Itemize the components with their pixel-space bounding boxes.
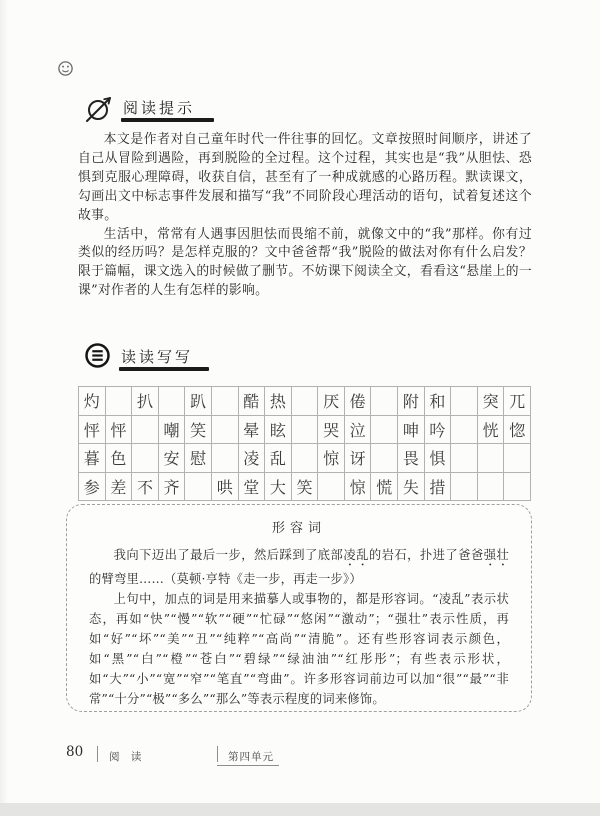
grid-cell: 厌 bbox=[318, 387, 345, 416]
grid-cell: 怦 bbox=[106, 416, 133, 445]
quote-emphasized-word: 凌乱 bbox=[343, 548, 369, 562]
box-quote-paragraph bbox=[89, 545, 509, 589]
footer-section-label: 阅 读 bbox=[109, 751, 146, 763]
list-circle-icon bbox=[84, 342, 111, 369]
grid-cell: 趴 bbox=[185, 387, 212, 416]
adjective-knowledge-box bbox=[66, 504, 532, 712]
quote-text: 的岩石，扑进了爸爸 bbox=[368, 548, 484, 562]
grid-cell: 乱 bbox=[265, 444, 292, 473]
reading-tips-paragraph-1: 本文是作者对自己童年时代一件往事的回忆。文章按照时间顺序，讲述了自己从冒险到遇险，再到脱险的全过程。这个过程，其实也是“我”从胆怯、恐惧到克服心理障碍，收获自信，甚至有了一种成就感的心路历程。默读课文，勾画出文中标志事件发展和描写“我”不同阶段心理活动的语句，试着复述这个故事。 bbox=[78, 132, 532, 223]
grid-cell: 恍 bbox=[478, 416, 505, 445]
grid-cell: 不 bbox=[132, 473, 159, 502]
section-underline bbox=[121, 118, 214, 122]
grid-cell: 扒 bbox=[132, 387, 159, 416]
section-underline bbox=[119, 367, 209, 371]
grid-cell: 笑 bbox=[185, 416, 212, 445]
quote-emphasized-word: 强壮 bbox=[483, 548, 509, 562]
reading-tips-paragraph-2: 生活中，常常有人遇事因胆怯而畏缩不前，就像文中的“我”那样。你有过类似的经历吗？是怎样克服的？文中爸爸帮“我”脱险的做法对你有什么启发？限于篇幅，课文选入的时候做了删节。不妨课下阅读全文，看看这“悬崖上的一课”对作者的人生有怎样的影响。 bbox=[78, 226, 532, 299]
grid-cell: 畏 bbox=[398, 444, 425, 473]
footer-unit-underline bbox=[217, 765, 279, 766]
grid-cell: 吟 bbox=[425, 416, 452, 445]
grid-cell: 堂 bbox=[239, 473, 266, 502]
grid-cell: 倦 bbox=[345, 387, 372, 416]
grid-cell: 慌 bbox=[371, 473, 398, 502]
grid-cell: 突 bbox=[478, 387, 505, 416]
quote-citation: 的臂弯里……（莫顿·亨特《走一步，再走一步》） bbox=[89, 572, 362, 586]
section-title-reading-tips: 阅读提示 bbox=[123, 99, 196, 117]
grid-cell bbox=[504, 444, 531, 473]
grid-cell: 讶 bbox=[345, 444, 372, 473]
grid-cell: 晕 bbox=[239, 416, 266, 445]
grid-cell: 泣 bbox=[345, 416, 372, 445]
read-write-grid bbox=[78, 386, 531, 501]
grid-cell bbox=[371, 387, 398, 416]
grid-cell: 哄 bbox=[212, 473, 239, 502]
page-number: 80 bbox=[66, 744, 84, 760]
grid-cell: 齐 bbox=[159, 473, 186, 502]
grid-cell: 色 bbox=[106, 444, 133, 473]
grid-cell: 酷 bbox=[239, 387, 266, 416]
grid-cell: 嘲 bbox=[159, 416, 186, 445]
grid-cell bbox=[212, 387, 239, 416]
grid-cell bbox=[185, 473, 212, 502]
grid-cell bbox=[292, 444, 319, 473]
page-bottom-edge bbox=[0, 803, 600, 816]
grid-cell: 呻 bbox=[398, 416, 425, 445]
grid-cell: 大 bbox=[265, 473, 292, 502]
grid-cell bbox=[504, 473, 531, 502]
grid-cell: 热 bbox=[265, 387, 292, 416]
smiley-mark-icon bbox=[57, 60, 74, 77]
grid-cell: 和 bbox=[425, 387, 452, 416]
grid-cell: 惧 bbox=[425, 444, 452, 473]
grid-cell: 怦 bbox=[79, 416, 106, 445]
grid-cell bbox=[451, 387, 478, 416]
grid-cell bbox=[159, 387, 186, 416]
grid-cell bbox=[451, 444, 478, 473]
grid-cell bbox=[478, 473, 505, 502]
section-title-read-write: 读读写写 bbox=[121, 348, 194, 366]
grid-cell: 安 bbox=[159, 444, 186, 473]
grid-cell bbox=[371, 444, 398, 473]
grid-cell bbox=[451, 473, 478, 502]
grid-cell bbox=[318, 473, 345, 502]
grid-cell: 笑 bbox=[292, 473, 319, 502]
footer-divider bbox=[97, 746, 98, 762]
grid-cell: 附 bbox=[398, 387, 425, 416]
grid-cell: 兀 bbox=[504, 387, 531, 416]
grid-cell bbox=[132, 416, 159, 445]
grid-cell: 惚 bbox=[504, 416, 531, 445]
grid-cell bbox=[132, 444, 159, 473]
reading-tips-text bbox=[78, 131, 532, 301]
grid-cell: 凌 bbox=[239, 444, 266, 473]
grid-cell: 措 bbox=[425, 473, 452, 502]
grid-cell: 差 bbox=[106, 473, 133, 502]
grid-cell bbox=[292, 387, 319, 416]
box-explanation-paragraph: 上句中，加点的词是用来描摹人或事物的，都是形容词。“凌乱”表示状态，再如“快”“慢”“软”“硬”“忙碌”“悠闲”“激动”；“强壮”表示性质，再如“好”“坏”“美”“丑”“纯粹”“高尚”“清脆”。还有些形容词表示颜色，如“黑”“白”“橙”“苍白”“碧绿”“绿油油”“红彤彤”；有些表示形状，如“大”“小”“宽”“窄”“笔直”“弯曲”。许多形容词前边可以加“很”“最”“非常”“十分”“极”“多么”“那么”等表示程度的词来修饰。 bbox=[89, 592, 509, 706]
grid-cell: 暮 bbox=[79, 444, 106, 473]
grid-cell bbox=[371, 416, 398, 445]
grid-cell bbox=[212, 416, 239, 445]
box-title: 形容词 bbox=[271, 521, 326, 536]
grid-cell: 灼 bbox=[79, 387, 106, 416]
grid-cell bbox=[478, 444, 505, 473]
grid-cell: 慰 bbox=[185, 444, 212, 473]
grid-cell: 眩 bbox=[265, 416, 292, 445]
grid-cell: 哭 bbox=[318, 416, 345, 445]
pen-circle-icon bbox=[83, 92, 115, 124]
quote-text: 我向下迈出了最后一步，然后踩到了底部 bbox=[113, 548, 344, 562]
grid-cell bbox=[292, 416, 319, 445]
footer-divider bbox=[217, 746, 218, 762]
grid-cell: 惊 bbox=[345, 473, 372, 502]
grid-cell: 参 bbox=[79, 473, 106, 502]
footer-unit-label: 第四单元 bbox=[228, 751, 274, 763]
grid-cell bbox=[106, 387, 133, 416]
grid-cell: 惊 bbox=[318, 444, 345, 473]
grid-cell bbox=[212, 444, 239, 473]
grid-cell bbox=[451, 416, 478, 445]
grid-cell: 失 bbox=[398, 473, 425, 502]
